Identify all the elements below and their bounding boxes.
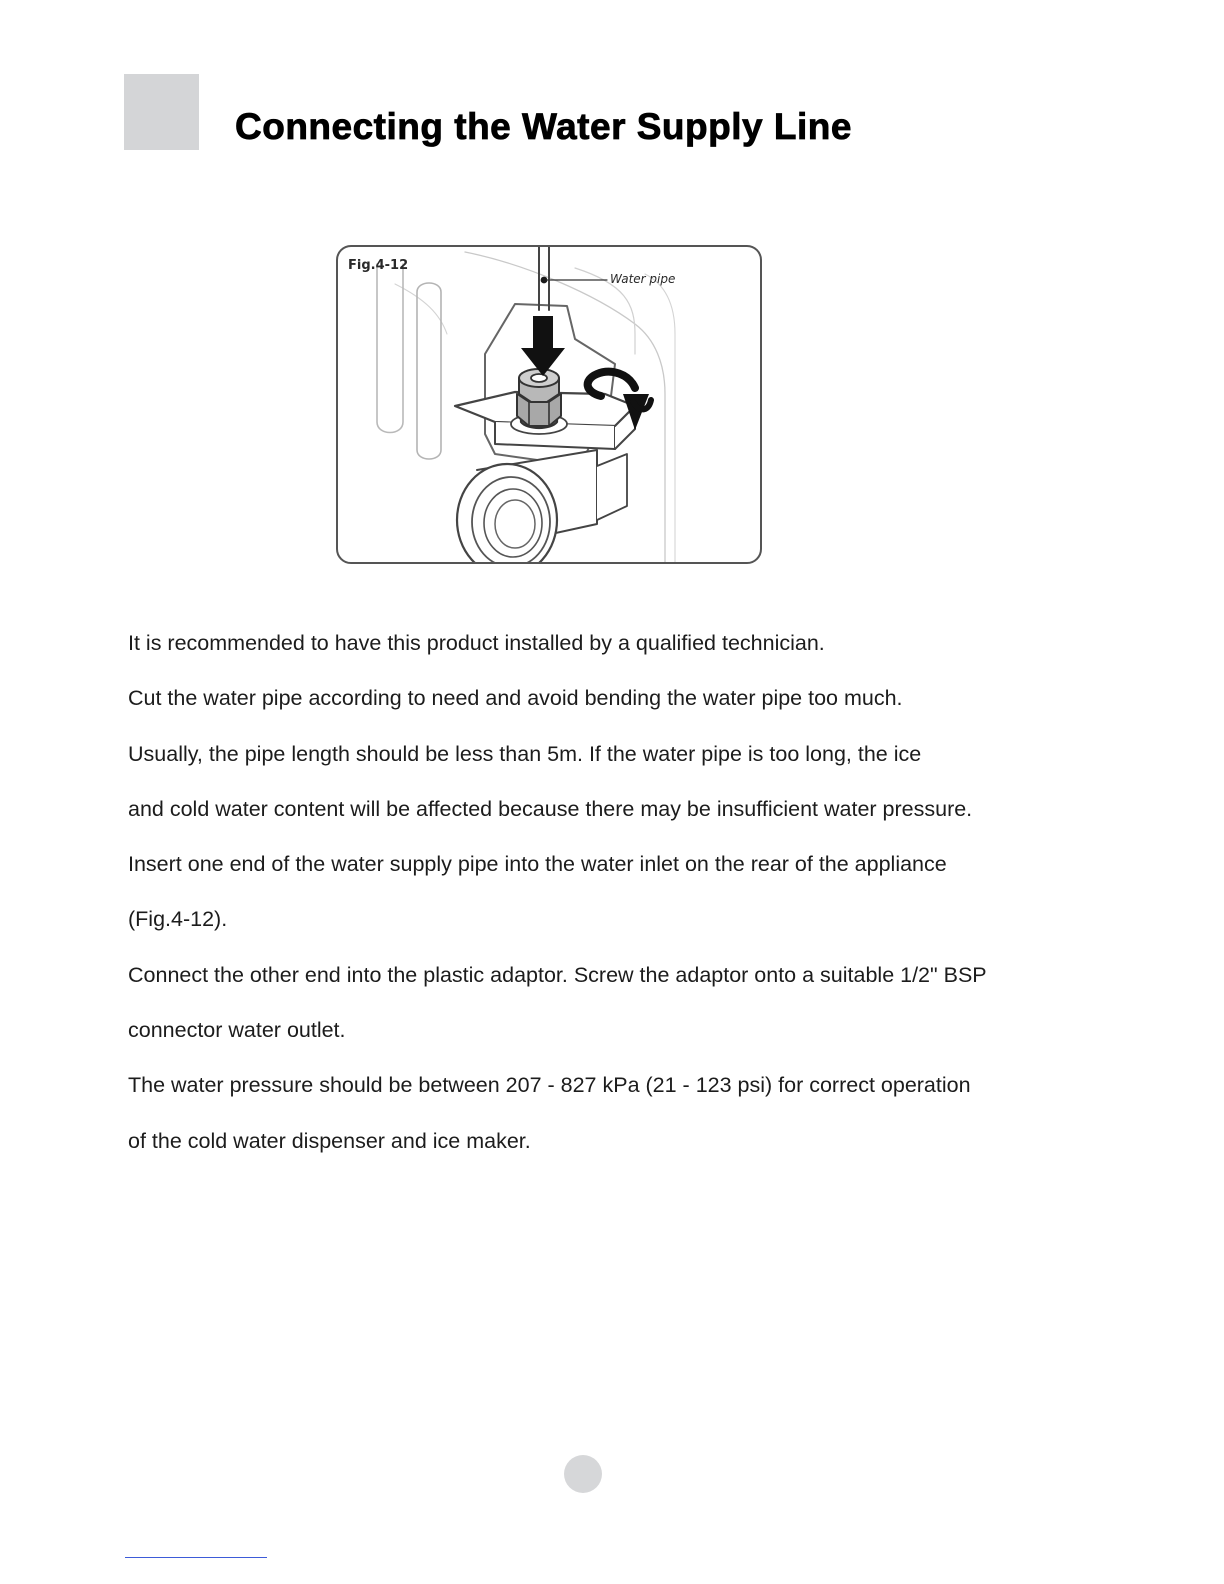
- body-line: Connect the other end into the plastic adaptor. Screw the adaptor onto a suitable 1/2" BSP: [128, 962, 987, 987]
- body-line: Insert one end of the water supply pipe into the water inlet on the rear of the appliance: [128, 852, 947, 877]
- footer-rule: [125, 1557, 267, 1558]
- body-line: The water pressure should be between 207 - 827 kPa (21 - 123 psi) for correct operation: [128, 1073, 971, 1098]
- body-line: (Fig.4-12).: [128, 907, 228, 932]
- body-line: Usually, the pipe length should be less than 5m. If the water pipe is too long, the ice: [128, 741, 922, 766]
- instructions-body: [128, 616, 1088, 1169]
- figure-caption: Fig.4-12: [348, 258, 409, 273]
- figure-callout-label: Water pipe: [610, 272, 676, 286]
- figure-illustration: [335, 244, 763, 566]
- body-line: Cut the water pipe according to need and avoid bending the water pipe too much.: [128, 686, 903, 711]
- body-line: of the cold water dispenser and ice maker.: [128, 1128, 531, 1153]
- body-line: connector water outlet.: [128, 1018, 346, 1043]
- body-line: It is recommended to have this product installed by a qualified technician.: [128, 631, 825, 655]
- page-title: Connecting the Water Supply Line: [235, 106, 852, 147]
- body-line: and cold water content will be affected because there may be insufficient water pressure.: [128, 796, 973, 821]
- title-decor-block: [124, 74, 199, 150]
- figure-water-inlet: [335, 244, 763, 566]
- page-number-marker: [564, 1455, 602, 1493]
